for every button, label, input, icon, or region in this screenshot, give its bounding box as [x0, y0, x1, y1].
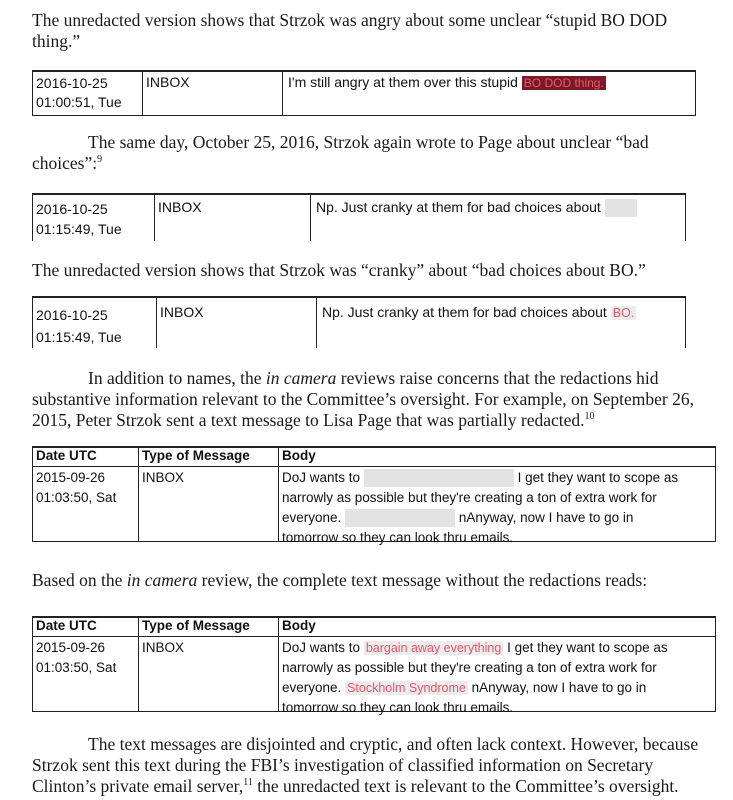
text-run: review, the complete text message without the redactions reads:: [197, 570, 648, 590]
header-type: Type of Message: [142, 448, 250, 463]
text-line: Strzok sent this text during the FBI’s investigation of classified information on Secretary: [32, 755, 654, 775]
message-time: 01:15:49, Tue: [36, 221, 122, 237]
message-date: 2015-09-26: [36, 470, 106, 485]
header-body: Body: [282, 618, 316, 633]
highlighted-redaction: Stockholm Syndrome: [347, 681, 466, 695]
body-line: tomorrow so they can look thru emails.: [282, 700, 514, 715]
paragraph-in-camera-concerns: [32, 368, 712, 431]
message-date: 2015-09-26: [36, 640, 106, 655]
message-time: 01:03:50, Sat: [36, 660, 117, 675]
header-type: Type of Message: [142, 618, 250, 633]
redaction-box: [605, 199, 637, 217]
date-cell: [36, 304, 122, 348]
body-line: tomorrow so they can look thru emails.: [282, 530, 514, 545]
body-cell: [282, 468, 678, 548]
date-cell: [36, 638, 116, 678]
text-run: everyone.: [282, 510, 342, 525]
text-line-with-footnote: [32, 410, 712, 431]
text-run: DoJ wants to: [282, 470, 361, 485]
message-type: INBOX: [158, 199, 202, 215]
body-cell: [322, 304, 636, 320]
message-type: INBOX: [142, 640, 185, 655]
message-time: 01:00:51, Tue: [36, 94, 122, 110]
text-run: Based on the: [32, 570, 127, 590]
message-time: 01:03:50, Sat: [36, 490, 117, 505]
header-divider: [32, 636, 716, 637]
message-body: Np. Just cranky at them for bad choices about: [322, 304, 607, 320]
text-line: choices”:: [32, 153, 98, 173]
paragraph-complete-text: [32, 570, 712, 591]
column-divider: [154, 193, 155, 241]
text-run: nAnyway, now I have to go in: [458, 510, 634, 525]
highlighted-redaction: BO.: [612, 306, 635, 320]
text-line: thing.”: [32, 31, 81, 51]
message-type: INBOX: [142, 470, 185, 485]
message-body: Np. Just cranky at them for bad choices about: [316, 199, 601, 215]
message-time: 01:15:49, Tue: [36, 329, 122, 345]
redaction-box: [345, 509, 455, 527]
header-body: Body: [282, 448, 316, 463]
text-run: I get they want to scope as: [507, 640, 668, 655]
footnote-marker: 11: [243, 777, 253, 789]
message-type: INBOX: [146, 74, 190, 90]
text-line-with-footnote: [32, 153, 712, 174]
text-run: I get they want to scope as: [517, 470, 679, 485]
text-run: Clinton’s private email server,: [32, 776, 244, 796]
footnote-marker: 9: [97, 154, 103, 166]
body-line: [282, 678, 668, 698]
text-run: reviews raise concerns that the redactions hid: [336, 368, 659, 388]
highlighted-redaction: BO DOD thing.: [523, 76, 604, 90]
column-divider: [156, 296, 157, 348]
text-run: nAnyway, now I have to go in: [471, 680, 647, 695]
column-divider: [142, 70, 143, 116]
text-run: everyone.: [282, 680, 342, 695]
message-date: 2016-10-25: [36, 75, 108, 91]
text-line: The text messages are disjointed and cryptic, and often lack context. However, because: [88, 734, 699, 754]
header-divider: [32, 466, 716, 467]
paragraph-disjointed: [32, 734, 712, 797]
body-line: [282, 468, 678, 488]
message-table-1: [32, 70, 696, 116]
emphasis-text: in camera: [126, 570, 198, 590]
text-line: substantive information relevant to the Committee’s oversight. For example, on September 26,: [32, 389, 694, 409]
column-divider: [316, 296, 317, 348]
date-cell: [36, 468, 116, 508]
message-date: 2016-10-25: [36, 307, 108, 323]
message-table-5-unredacted: [32, 616, 716, 715]
text-run: 2015, Peter Strzok sent a text message to Lisa Page that was partially redacted.: [32, 410, 585, 430]
column-divider: [278, 446, 279, 542]
message-table-2: [32, 193, 686, 241]
text-line: The same day, October 25, 2016, Strzok again wrote to Page about unclear “bad: [88, 132, 649, 152]
header-date: Date UTC: [36, 448, 97, 463]
body-cell: [288, 74, 606, 90]
text-run: In addition to names, the: [88, 368, 266, 388]
date-cell: [36, 74, 122, 112]
date-cell: [36, 199, 122, 239]
paragraph-unredacted-bo-dod: [32, 10, 712, 52]
message-table-4-redacted: [32, 446, 716, 545]
body-cell: [282, 638, 668, 718]
column-divider: [138, 446, 139, 542]
body-line: narrowly as possible but they're creating a ton of extra work for: [282, 490, 657, 505]
message-table-3: [32, 296, 686, 348]
message-date: 2016-10-25: [36, 201, 108, 217]
text-run: the unredacted text is relevant to the Committee’s oversight.: [252, 776, 679, 796]
body-line: [282, 638, 668, 658]
column-divider: [310, 193, 311, 241]
header-date: Date UTC: [36, 618, 97, 633]
footnote-marker: 10: [584, 411, 595, 423]
emphasis-text: in camera: [265, 368, 337, 388]
column-divider: [282, 70, 283, 116]
column-divider: [138, 616, 139, 712]
body-cell: [316, 199, 637, 217]
paragraph-bad-choices: [32, 132, 712, 174]
body-line: [282, 508, 678, 528]
text-run: DoJ wants to: [282, 640, 361, 655]
column-divider: [278, 616, 279, 712]
text-line-with-footnote: [32, 776, 712, 797]
paragraph-cranky: The unredacted version shows that Strzok was “cranky” about “bad choices about BO.”: [32, 260, 646, 280]
message-type: INBOX: [160, 304, 204, 320]
text-line: [32, 368, 712, 389]
highlighted-redaction: bargain away everything: [365, 641, 502, 655]
body-line: narrowly as possible but they're creating a ton of extra work for: [282, 660, 657, 675]
message-body: I'm still angry at them over this stupid: [288, 74, 518, 90]
redaction-box: [364, 469, 514, 487]
text-line: The unredacted version shows that Strzok was angry about some unclear “stupid BO DOD: [32, 10, 668, 30]
